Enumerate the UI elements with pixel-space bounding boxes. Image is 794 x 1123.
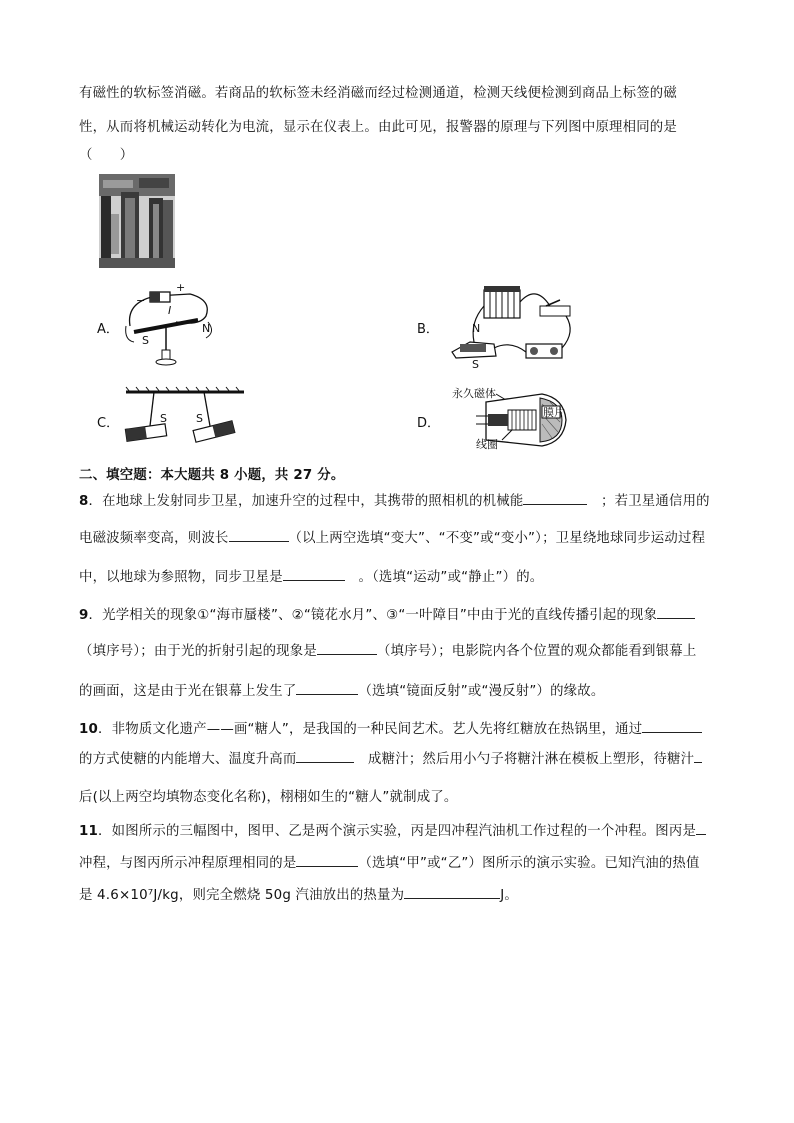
q9-text-2a: （填序号）；由于光的折射引起的现象是: [79, 644, 317, 659]
magnet2-south: S: [196, 412, 203, 425]
q10-blank-3[interactable]: [694, 749, 702, 763]
q10-line3: [79, 786, 457, 805]
q10-text-2a: 的方式使糖的内能增大、温度升高而: [79, 752, 297, 767]
q11-text-3a: 是 4.6×10⁷J/kg，则完全燃烧 50g 汽油放出的热量为: [79, 888, 405, 903]
q9-line3: [79, 680, 604, 699]
magnet1-south: S: [160, 412, 167, 425]
needle-south: S: [142, 334, 149, 347]
q9-line2: [79, 640, 696, 659]
q8-text-1b: ；若卫星通信用的: [601, 494, 710, 509]
q9-text-3b: （选填“镜面反射”或“漫反射”）的缘故。: [358, 684, 605, 699]
q10-number: 10: [79, 722, 99, 737]
diaphragm-label: 膜片: [543, 406, 565, 419]
magnet-south: S: [472, 358, 479, 370]
q10-text-2b: 成糖汁；然后用小勺子将糖汁淋在模板上塑形，待糖汁: [368, 752, 695, 767]
q11-line2: [79, 852, 700, 871]
battery-minus: −: [136, 294, 146, 307]
q11-line3: [79, 884, 518, 903]
option-a-figure: [120, 282, 220, 370]
q10-text-3a: 后(以上两空均填物态变化名称)，栩栩如生的“糖人”就制成了。: [79, 790, 458, 805]
q10-text-1a: ．非物质文化遗产——画“糖人”，是我国的一种民间艺术。艺人先将红糖放在热锅里，通过: [98, 722, 643, 737]
magnet-north: N: [472, 322, 481, 335]
option-c-label: C．: [97, 416, 120, 431]
q11-text-3b: J。: [500, 888, 518, 903]
permanent-magnet-label: 永久磁体: [452, 387, 496, 400]
q7-text-line2: 性，从而将机械运动转化为电流，显示在仪表上。由此可见，报警器的原理与下列图中原理相同的是: [79, 120, 677, 135]
q8-line1: [79, 490, 710, 509]
q10-blank-2[interactable]: [296, 749, 354, 763]
q8-text-2b: （以上两空选填“变大”、“不变”或“变小”）；卫星绕地球同步运动过程: [288, 531, 706, 546]
q9-blank-2[interactable]: [317, 641, 377, 655]
coil-label: 线圈: [476, 438, 498, 451]
q8-blank-1[interactable]: [523, 491, 587, 505]
q8-text-1a: ．在地球上发射同步卫星，加速升空的过程中，其携带的照相机的机械能: [88, 494, 524, 509]
q11-blank-1[interactable]: [696, 821, 706, 835]
q7-answer-paren: （ ）: [79, 148, 134, 163]
option-b-figure: [446, 282, 586, 370]
q8-text-3a: 中，以地球为参照物，同步卫星是: [79, 570, 283, 585]
option-d-label: D．: [417, 416, 441, 431]
q11-blank-3[interactable]: [404, 885, 500, 899]
q11-line1: [79, 820, 706, 839]
option-a-label: A．: [97, 322, 119, 337]
q8-blank-2[interactable]: [229, 528, 289, 542]
q9-number: 9: [79, 608, 89, 623]
store-gate-photo: [99, 174, 175, 268]
q11-text-1a: ．如图所示的三幅图中，图甲、乙是两个演示实验，丙是四冲程汽油机工作过程的一个冲程。图丙是: [98, 824, 697, 839]
q8-text-2a: 电磁波频率变高，则波长: [79, 531, 229, 546]
option-c-figure: [120, 386, 250, 450]
q9-blank-3[interactable]: [296, 681, 358, 695]
q10-blank-1[interactable]: [642, 719, 702, 733]
q11-text-2b: （选填“甲”或“乙”）图所示的演示实验。已知汽油的热值: [358, 856, 700, 871]
q8-line3: [79, 566, 543, 585]
q10-line1: [79, 718, 702, 737]
battery-plus: +: [176, 282, 186, 294]
q9-text-2b: （填序号）；电影院内各个位置的观众都能看到银幕上: [376, 644, 697, 659]
q9-text-3a: 的画面，这是由于光在银幕上发生了: [79, 684, 297, 699]
q8-number: 8: [79, 494, 89, 509]
current-label: I: [168, 304, 172, 317]
q8-line2: [79, 527, 705, 546]
needle-north: N: [202, 322, 211, 335]
option-d-figure: [446, 384, 576, 454]
q8-blank-3[interactable]: [283, 567, 345, 581]
q11-blank-2[interactable]: [296, 853, 358, 867]
section-2-heading: 二、填空题：本大题共 8 小题，共 27 分。: [79, 468, 345, 483]
q11-number: 11: [79, 824, 99, 839]
option-b-label: B．: [417, 322, 439, 337]
q8-text-3b: 。（选填“运动”或“静止”）的。: [358, 570, 544, 585]
q11-text-2a: 冲程，与图丙所示冲程原理相同的是: [79, 856, 297, 871]
q9-line1: [79, 604, 695, 623]
q9-blank-1[interactable]: [657, 605, 695, 619]
q10-line2: [79, 748, 702, 767]
q7-text-line1: 有磁性的软标签消磁。若商品的软标签未经消磁而经过检测通道，检测天线便检测到商品上标签的磁: [79, 86, 677, 101]
q9-text-1a: ．光学相关的现象①“海市蜃楼”、②“镜花水月”、③“一叶障目”中由于光的直线传播引起的现象: [88, 608, 658, 623]
